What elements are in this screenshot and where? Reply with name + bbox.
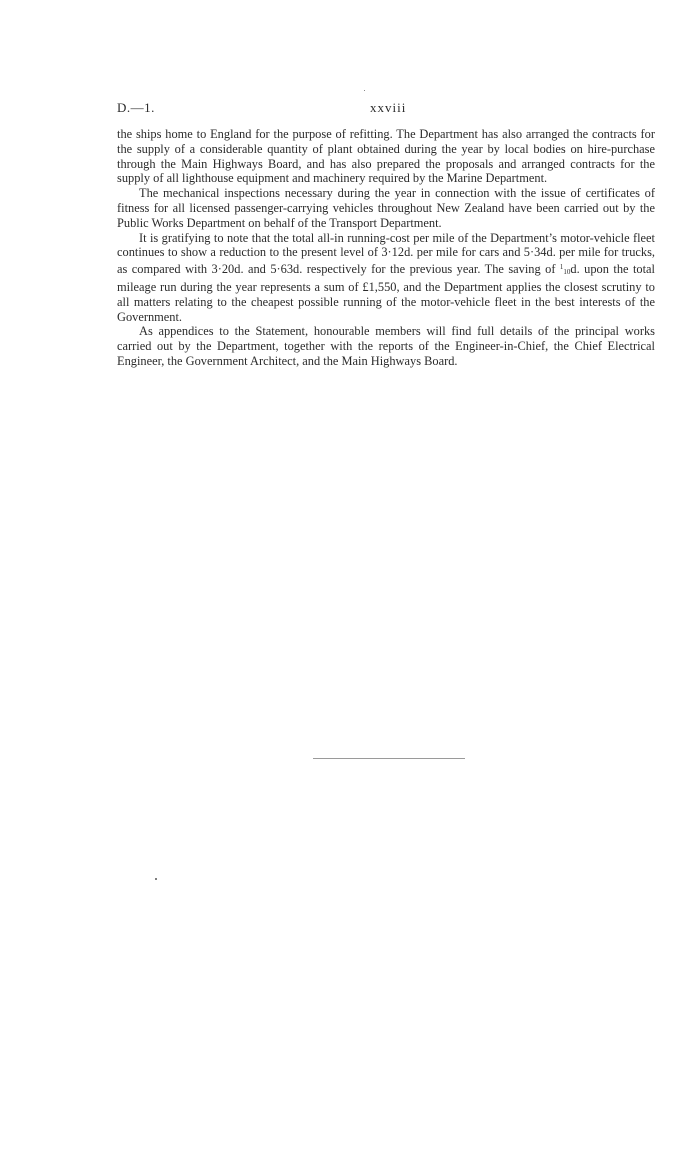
paragraph-inspections: The mechanical inspections necessary during the year in connection with the issue of certificates of fitness for all licensed passenger-carrying vehicles throughout New Zealand have been carried out by the Public Works Department on behalf of the Transport Department. [117, 186, 655, 230]
running-cost-text-after: d. upon the total mileage run during the year represents a sum of £1,550, and the Department applies the closest scrutiny to all matters relating to the cheapest possible running of the motor-vehicle fleet in the best interests of the Government. [117, 262, 655, 324]
paragraph-appendices: As appendices to the Statement, honourable members will find full details of the principal works carried out by the Department, together with the reports of the Engineer-in-Chief, the Chief Electrical Engineer, the Government Architect, and the Main Highways Board. [117, 324, 655, 368]
page-header [117, 100, 655, 118]
print-speck [364, 90, 365, 91]
running-cost-text-before: It is gratifying to note that the total all-in running-cost per mile of the Department’s motor-vehicle fleet continues to show a reduction to the present level of 3·12d. per mile for cars and 5·34d. per mile for trucks, as compared with 3·20d. and 5·63d. respectively for the previous year. The saving of [117, 230, 655, 277]
print-speck [155, 878, 157, 880]
paragraph-running-cost [117, 231, 655, 325]
document-reference: D.—1. [117, 100, 155, 115]
fraction-denominator: 10 [563, 268, 571, 277]
body-text [117, 127, 655, 369]
page-number: xxviii [370, 100, 407, 115]
fraction-numerator: 1 [559, 263, 564, 272]
paragraph-refitting: the ships home to England for the purpose of refitting. The Department has also arranged the contracts for the supply of a considerable quantity of plant obtained during the year by local bodies on hire-purchase through the Main Highways Board, and has also prepared the proposals and arranged contracts for the supply of all lighthouse equipment and machinery required by the Marine Department. [117, 127, 655, 186]
section-divider [313, 758, 465, 759]
